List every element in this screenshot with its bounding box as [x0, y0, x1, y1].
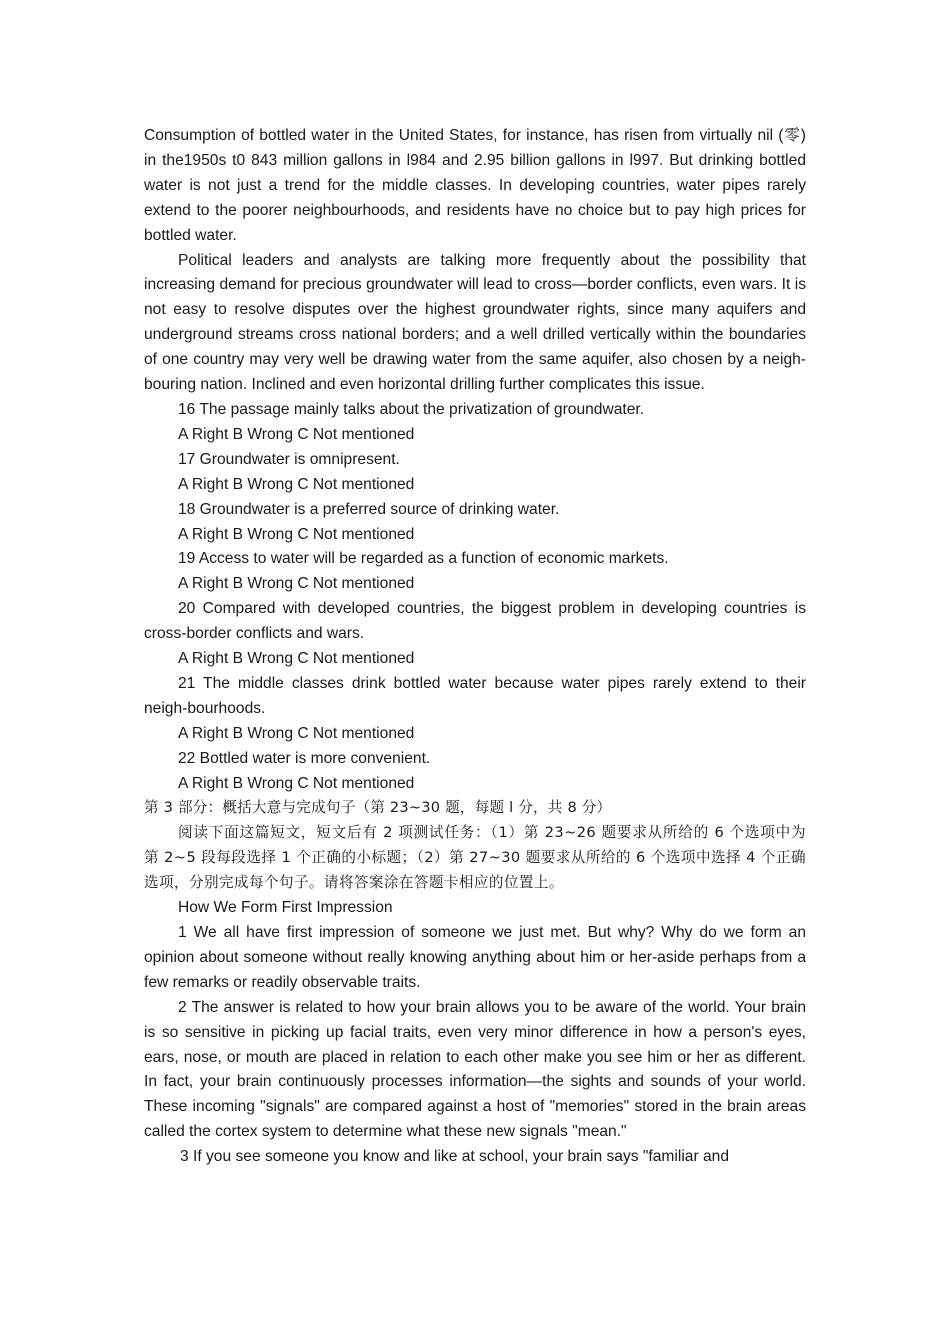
article-paragraph-2: 2 The answer is related to how your brain allows you to be aware of the world. Your brain is so sensitive in picking up facial traits, even very minor difference in how a person's eyes, ears, nose, or mouth are placed in relation to each other make you see him or her as different. In fact, your brain continuously processes information—the sights and sounds of your world. These incoming "signals" are compared against a host of "memories" stored in the brain areas called the cortex system to determine what these new signals "mean.": [144, 998, 806, 1141]
question-18-options: A Right B Wrong C Not mentioned: [178, 525, 415, 543]
question-22-options: A Right B Wrong C Not mentioned: [178, 774, 415, 792]
question-17-stem: 17 Groundwater is omnipresent.: [178, 450, 400, 468]
question-16-stem: 16 The passage mainly talks about the privatization of groundwater.: [178, 400, 645, 418]
article-paragraph-3: 3 If you see someone you know and like at school, your brain says "familiar and: [180, 1148, 730, 1166]
question-22-stem: 22 Bottled water is more convenient.: [178, 749, 431, 767]
passage-paragraph-2: Political leaders and analysts are talking more frequently about the possibility that increasing demand for precious groundwater will lead to cross—border conflicts, even wars. It is not easy to resolve disputes over the highest groundwater rights, since many aquifers and underground streams cross national borders; and a well drilled vertically within the boundaries of one country may very well be drawing water from the same aquifer, also chosen by a neigh-bouring nation. Inclined and even horizontal drilling further complicates this issue.: [144, 251, 806, 394]
section-3-heading: 第 3 部分：概括大意与完成句子（第 23~30 题，每题 l 分，共 8 分）: [144, 799, 612, 817]
question-20-options: A Right B Wrong C Not mentioned: [178, 650, 415, 668]
article-title: How We Form First Impression: [178, 899, 393, 917]
question-17-options: A Right B Wrong C Not mentioned: [178, 475, 415, 493]
section-3-instructions: 阅读下面这篇短文，短文后有 2 项测试任务：（1）第 23~26 题要求从所给的 6 个选项中为第 2~5 段每段选择 1 个正确的小标题；（2）第 27~30 题要求从所给的 6 个选项中选择 4 个正确选项，分别完成每个句子。请将答案涂在答题卡相应的位置上。: [144, 824, 806, 892]
question-19-stem: 19 Access to water will be regarded as a function of economic markets.: [178, 550, 669, 568]
question-20-stem: 20 Compared with developed countries, the biggest problem in developing countries is cross-border conflicts and wars.: [144, 600, 806, 643]
question-21-stem: 21 The middle classes drink bottled water because water pipes rarely extend to their neigh-bourhoods.: [144, 674, 806, 717]
question-21-options: A Right B Wrong C Not mentioned: [178, 724, 415, 742]
question-18-stem: 18 Groundwater is a preferred source of drinking water.: [178, 500, 560, 518]
question-19-options: A Right B Wrong C Not mentioned: [178, 575, 415, 593]
document-page: [144, 124, 806, 1170]
passage-paragraph-1: Consumption of bottled water in the United States, for instance, has risen from virtually nil (零) in the1950s t0 843 million gallons in l984 and 2.95 billion gallons in l997. But drinking bottled water is not just a trend for the middle classes. In developing countries, water pipes rarely extend to the poorer neighbourhoods, and residents have no choice but to pay high prices for bottled water.: [144, 127, 806, 244]
question-16-options: A Right B Wrong C Not mentioned: [178, 425, 415, 443]
article-paragraph-1: 1 We all have first impression of someone we just met. But why? Why do we form an opinion about someone without really knowing anything about him or her-aside perhaps from a few remarks or readily observable traits.: [144, 924, 806, 991]
